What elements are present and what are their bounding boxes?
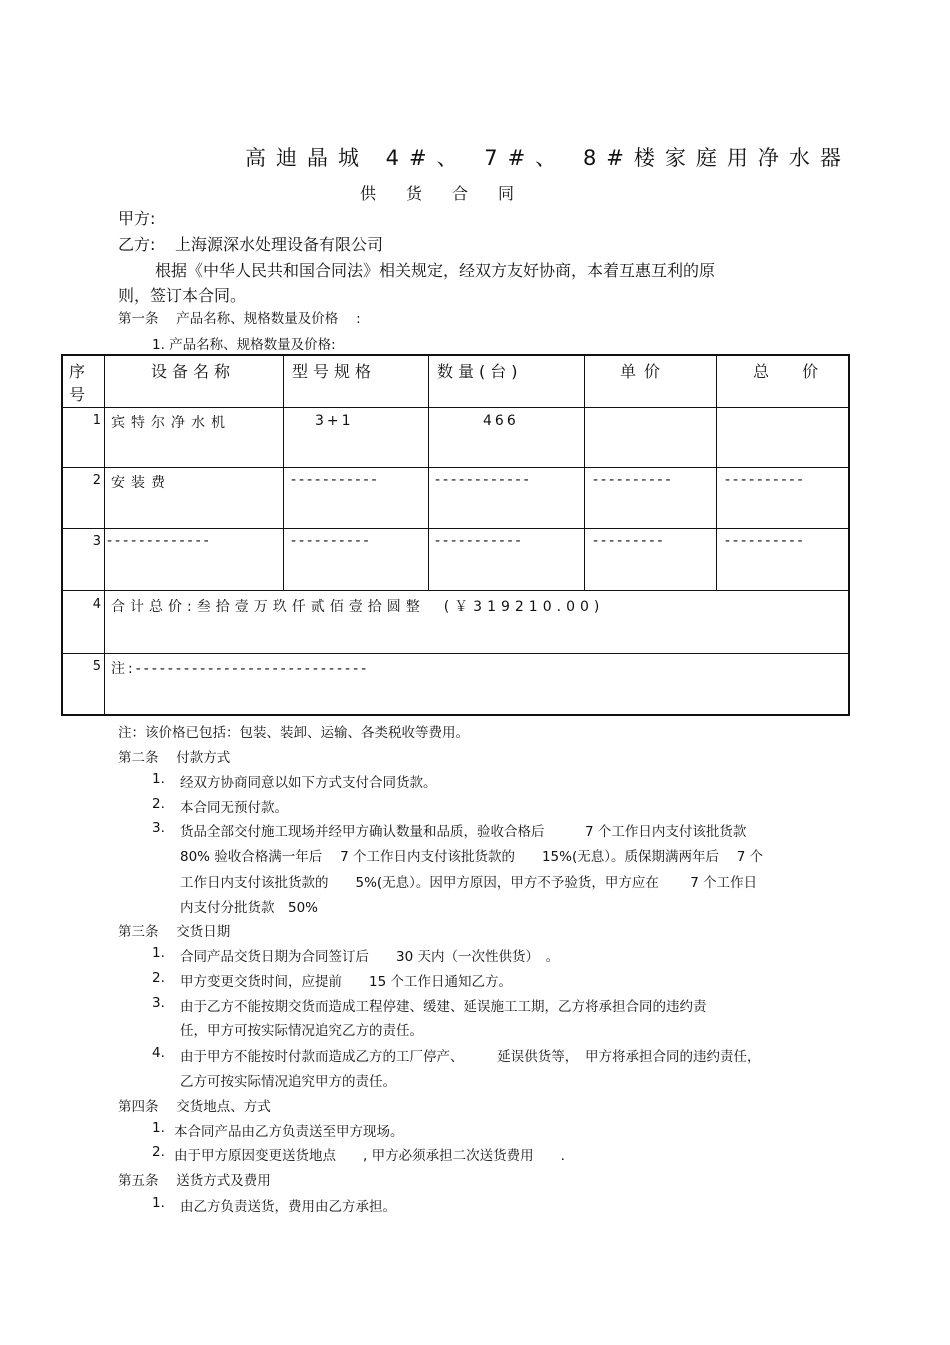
article-3-item-3-line-2: 任，甲方可按实际情况追究乙方的责任。 <box>180 1023 423 1039</box>
table-row-divider <box>63 653 848 654</box>
row-1-model: 3+1 <box>315 413 354 429</box>
header-seq-top: 序 <box>69 362 91 381</box>
article-2-item-1-text: 经双方协商同意以如下方式支付合同货款。 <box>180 775 437 791</box>
row-4-number: 4 <box>92 597 101 612</box>
row-3-name: ------------- <box>107 533 212 549</box>
article-2-item-2-text: 本合同无预付款。 <box>180 800 288 816</box>
header-total: 总 价 <box>753 362 833 381</box>
table-row-divider <box>63 528 848 529</box>
row-3-quantity: ----------- <box>435 533 524 549</box>
article-3-item-4-line-1: 由于甲方不能按时付款而造成乙方的工厂停产、 延误供货等， 甲方将承担合同的违约责任， <box>180 1049 761 1065</box>
article-5-heading: 第五条 送货方式及费用 <box>118 1173 271 1189</box>
header-seq-bottom: 号 <box>69 385 91 404</box>
row-2-total: ---------- <box>725 472 806 488</box>
price-note: 注：该价格已包括：包装、装卸、运输、各类税收等费用。 <box>118 725 469 741</box>
article-2-heading: 第二条 付款方式 <box>118 750 231 766</box>
article-3-item-4-line-2: 乙方可按实际情况追究甲方的责任。 <box>180 1074 396 1090</box>
table-row-divider <box>63 407 848 408</box>
total-price-text: 合计总价:叁拾壹万玖仟贰佰壹拾圆整 (￥319210.00) <box>111 599 605 615</box>
article-2-item-2-num: 2. <box>152 796 165 812</box>
party-b-name: 上海源深水处理设备有限公司 <box>175 235 384 254</box>
article-3-item-3-line-1: 由于乙方不能按期交货而造成工程停建、缓建、延误施工工期，乙方将承担合同的违约责 <box>180 999 707 1015</box>
party-a-label: 甲方: <box>118 209 156 228</box>
article-5-item-1-text: 由乙方负责送货，费用由乙方承担。 <box>180 1199 396 1215</box>
article-3-heading: 第三条 交货日期 <box>118 924 231 940</box>
article-4-item-1-text: 本合同产品由乙方负责送至甲方现场。 <box>174 1124 404 1140</box>
party-b-label: 乙方: <box>118 235 156 254</box>
article-4-heading: 第四条 交货地点、方式 <box>118 1099 271 1115</box>
article-3-item-3-num: 3. <box>152 995 165 1011</box>
article-2-item-3-line-2: 80% 验收合格满一年后 7 个工作日内支付该批货款的 15%(无息）。质保期满两年后 7 个 <box>180 849 764 865</box>
row-3-total: ---------- <box>725 533 806 549</box>
row-2-model: ----------- <box>291 472 380 488</box>
header-quantity: 数量(台) <box>437 362 523 381</box>
article-2-item-3-line-3: 工作日内支付该批货款的 5%(无息）。因甲方原因，甲方不予验货，甲方应在 7 个工作日 <box>180 875 758 891</box>
header-unit-price: 单价 <box>620 362 669 381</box>
row-2-quantity: ------------ <box>435 472 532 488</box>
article-3-item-2-num: 2. <box>152 970 165 986</box>
table-row-divider <box>63 590 848 591</box>
table-col-divider <box>716 356 717 591</box>
article-4-item-2-text: 由于甲方原因变更送货地点 , 甲方必须承担二次送货费用 . <box>174 1148 565 1164</box>
article-2-item-3-line-1: 货品全部交付施工现场并经甲方确认数量和品质，验收合格后 7 个工作日内支付该批货款 <box>180 824 747 840</box>
row-3-number: 3 <box>92 534 101 549</box>
table-note-text: 注:----------------------------- <box>111 661 370 677</box>
row-2-unit-price: ---------- <box>593 472 674 488</box>
article-2-item-3-num: 3. <box>152 820 165 836</box>
row-3-model: ---------- <box>291 533 372 549</box>
article-1-heading: 第一条 产品名称、规格数量及价格 : <box>118 311 361 327</box>
row-1-number: 1 <box>92 413 101 428</box>
article-3-item-1-text: 合同产品交货日期为合同签订后 30 天内（一次性供货） 。 <box>180 949 560 965</box>
row-1-name: 宾特尔净水机 <box>111 415 231 431</box>
article-1-sub: 1. 产品名称、规格数量及价格: <box>152 337 336 353</box>
article-3-item-2-text: 甲方变更交货时间，应提前 15 个工作日通知乙方。 <box>180 974 512 990</box>
row-3-unit-price: --------- <box>593 533 666 549</box>
article-3-item-1-num: 1. <box>152 945 165 961</box>
row-1-quantity: 466 <box>483 413 519 429</box>
row-2-name: 安装费 <box>111 475 171 491</box>
table-row-divider <box>63 467 848 468</box>
article-2-item-3-line-4: 内支付分批货款 50% <box>180 900 319 916</box>
header-equipment-name: 设备名称 <box>151 362 236 381</box>
article-3-item-4-num: 4. <box>152 1045 165 1061</box>
article-5-item-1-num: 1. <box>152 1195 165 1211</box>
intro-line-1: 根据《中华人民共和国合同法》相关规定，经双方友好协商，本着互惠互利的原 <box>155 261 716 280</box>
row-2-number: 2 <box>92 473 101 488</box>
article-2-item-1-num: 1. <box>152 771 165 787</box>
article-4-item-2-num: 2. <box>152 1144 165 1160</box>
intro-line-2: 则，签订本合同。 <box>118 286 247 305</box>
table-col-divider <box>584 356 585 591</box>
row-5-number: 5 <box>92 659 101 674</box>
header-model: 型号规格 <box>292 362 377 381</box>
article-4-item-1-num: 1. <box>152 1120 165 1136</box>
document-title: 高迪晶城 4#、 7#、 8#楼家庭用净水器 <box>245 146 851 170</box>
product-table <box>61 354 850 716</box>
table-col-divider <box>283 356 284 591</box>
table-col-divider <box>104 356 105 714</box>
document-subtitle: 供货合同 <box>360 184 545 203</box>
table-col-divider <box>428 356 429 591</box>
